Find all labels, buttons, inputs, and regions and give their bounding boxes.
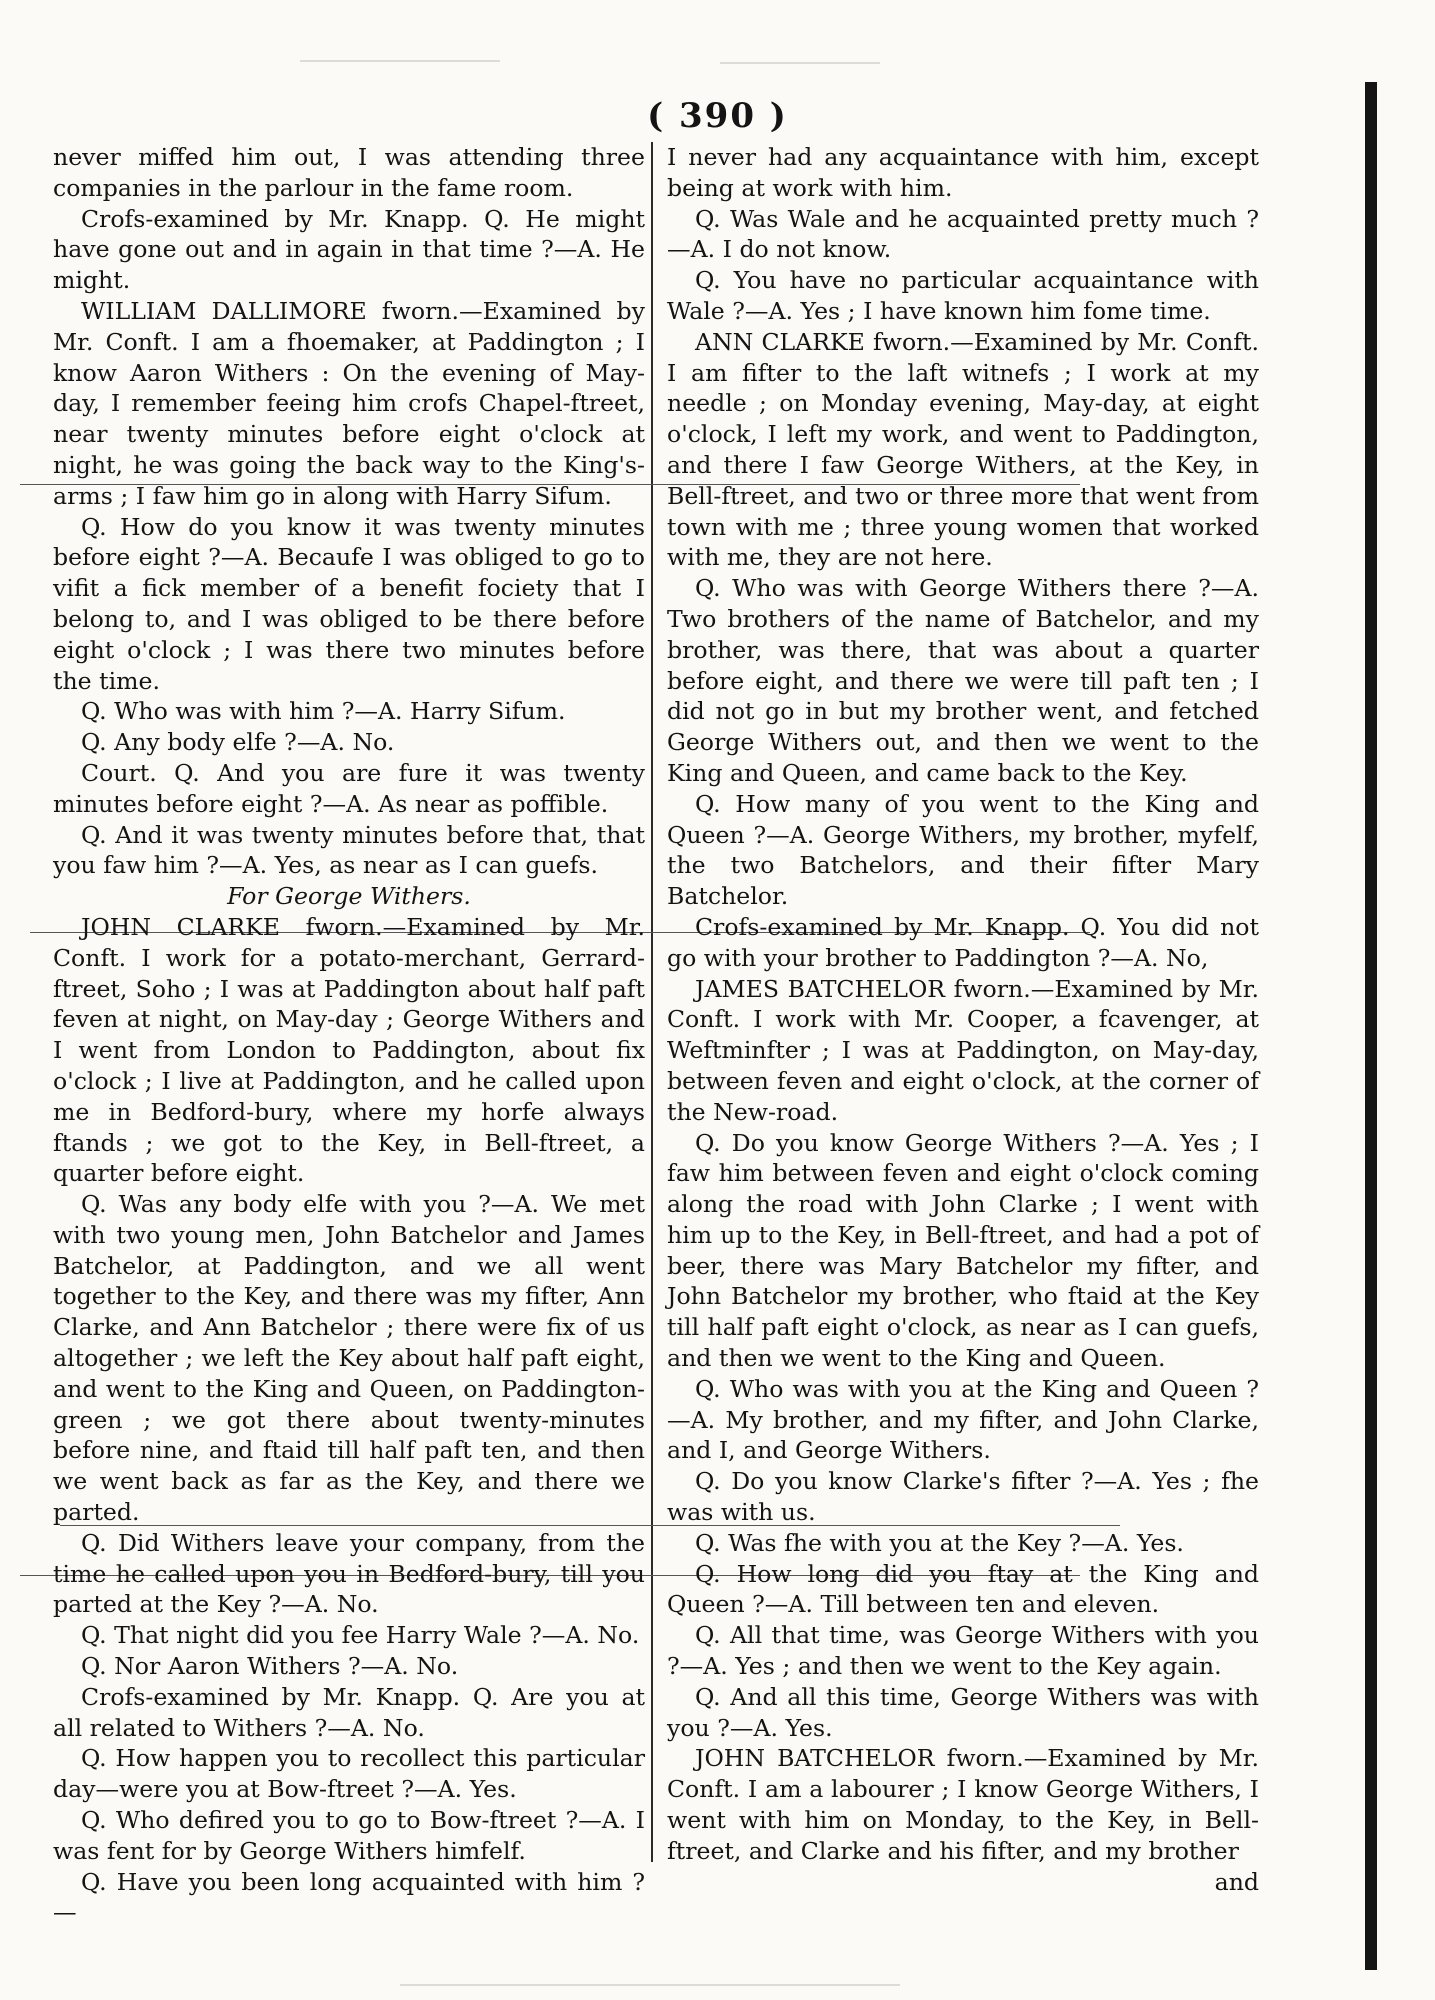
paragraph: Q. Who was with you at the King and Queen ?—A. My brother, and my fifter, and John Clarke, and I, and George Withers. [667,1374,1259,1465]
paragraph: Q. And all this time, George Withers was with you ?—A. Yes. [667,1682,1259,1742]
paragraph: Q. You have no particular acquaintance with Wale ?—A. Yes ; I have known him fome time. [667,266,1259,325]
paragraph: Q. How do you know it was twenty minutes before eight ?—A. Becaufe I was obliged to go to vifit a fick member of a benefit fociety that I belong to, and I was obliged to be there before eight o'clock ; I was there two minutes before the time. [53,512,645,695]
right-column [667,142,1259,1897]
paragraph: JOHN BATCHELOR fworn.—Examined by Mr. Conft. I am a labourer ; I know George Withers, I went with him on Monday, to the Key, in Bell-ftreet, and Clarke and his fifter, and my brother [667,1744,1259,1865]
paragraph: Q. Who defired you to go to Bow-ftreet ?—A. I was fent for by George Withers himfelf. [53,1806,645,1865]
column-divider [651,142,653,1862]
catchword: and [1214,1867,1259,1896]
paragraph: Q. Any body elfe ?—A. No. [81,728,395,757]
paragraph: Q. Who was with George Withers there ?—A. Two brothers of the name of Batchelor, and my brother, was there, that was about a quarter before eight, and there we were till paft ten ; I did not go in but my brother went, and fetched George Withers out, and then we went to the King and Queen, and came back to the Key. [667,574,1259,787]
paragraph: Q. Was any body elfe with you ?—A. We met with two young men, John Batchelor and James Batchelor, at Paddington, and we all went together to the Key, and there was my fifter, Ann Clarke, and Ann Batchelor ; there were fix of us altogether ; we left the Key about half paft eight, and went to the King and Queen, on Paddington-green ; we got there about twenty-minutes before nine, and ftaid till half paft ten, and then we went back as far as the Key, and there we parted. [53,1190,645,1527]
left-column [53,142,645,1928]
paragraph: Q. All that time, was George Withers with you ?—A. Yes ; and then we went to the Key again. [667,1621,1259,1681]
paragraph: Q. Do you know Clarke's fifter ?—A. Yes ; fhe was with us. [667,1467,1259,1527]
scan-dust [300,60,500,62]
paragraph: Crofs-examined by Mr. Knapp. Q. Are you at all related to Withers ?—A. No. [53,1682,645,1742]
paragraph: Q. How many of you went to the King and Queen ?—A. George Withers, my brother, myfelf, the two Batchelors, and their fifter Mary Batchelor. [667,789,1259,911]
binding-edge [1365,82,1377,1970]
scan-dust [720,62,880,64]
paragraph: Q. And it was twenty minutes before that, that you faw him ?—A. Yes, as near as I can guefs. [53,820,645,880]
paragraph: Court. Q. And you are fure it was twenty minutes before eight ?—A. As near as poffible. [53,758,645,818]
paragraph: Crofs-examined by Mr. Knapp. Q. You did not go with your brother to Paddington ?—A. No, [667,912,1259,972]
scan-dust [400,1984,900,1986]
paragraph: never miffed him out, I was attending three companies in the parlour in the fame room. [53,143,645,202]
page-number: ( 390 ) [647,96,788,136]
paragraph: JOHN CLARKE fworn.—Examined by Mr. Conft. I work for a potato-merchant, Gerrard-ftreet, Soho ; I was at Paddington about half paft feven at night, on May-day ; George Withers and I went from London to Paddington, about fix o'clock ; I live at Paddington, and he called upon me in Bedford-bury, where my horfe always ftands ; we got to the Key, in Bell-ftreet, a quarter before eight. [53,912,645,1188]
paragraph: Q. How happen you to recollect this particular day—were you at Bow-ftreet ?—A. Yes. [53,1744,645,1804]
paragraph: Q. Nor Aaron Withers ?—A. No. [81,1652,459,1681]
paragraph: Q. Do you know George Withers ?—A. Yes ; I faw him between feven and eight o'clock coming along the road with John Clarke ; I went with him up to the Key, in Bell-ftreet, and had a pot of beer, there was Mary Batchelor my fifter, and John Batchelor my brother, who ftaid at the Key till half paft eight o'clock, as near as I can guefs, and then we went to the King and Queen. [667,1128,1259,1373]
paragraph: Q. Have you been long acquainted with him ?— [53,1867,645,1927]
paragraph: Q. Was Wale and he acquainted pretty much ?—A. I do not know. [667,204,1259,264]
paragraph: Q. That night did you fee Harry Wale ?—A. No. [81,1621,640,1650]
paragraph: JAMES BATCHELOR fworn.—Examined by Mr. Conft. I work with Mr. Cooper, a fcavenger, at Weftminfter ; I was at Paddington, on May-day, between feven and eight o'clock, at the corner of the New-road. [667,974,1259,1126]
paragraph: Q. How long did you ftay at the King and Queen ?—A. Till between ten and eleven. [667,1559,1259,1619]
paragraph: WILLIAM DALLIMORE fworn.—Examined by Mr. Conft. I am a fhoemaker, at Paddington ; I know Aaron Withers : On the evening of May-day, I remember feeing him crofs Chapel-ftreet, near twenty minutes before eight o'clock at night, he was going the back way to the King's-arms ; I faw him go in along with Harry Sifum. [53,296,645,510]
paragraph: I never had any acquaintance with him, except being at work with him. [667,143,1259,202]
paragraph: ANN CLARKE fworn.—Examined by Mr. Conft. I am fifter to the laft witnefs ; I work at my needle ; on Monday evening, May-day, at eight o'clock, I left my work, and went to Paddington, and there I faw George Withers, at the Key, in Bell-ftreet, and two or three more that went from town with me ; three young women that worked with me, they are not here. [667,327,1259,572]
paragraph: Q. Who was with him ?—A. Harry Sifum. [81,697,566,726]
paragraph: Q. Did Withers leave your company, from the time he called upon you in Bedford-bury, till you parted at the Key ?—A. No. [53,1528,645,1619]
paragraph: Q. Was fhe with you at the Key ?—A. Yes. [695,1528,1184,1557]
paragraph: Crofs-examined by Mr. Knapp. Q. He might have gone out and in again in that time ?—A. He might. [53,204,645,295]
section-heading: For George Withers. [227,882,471,911]
